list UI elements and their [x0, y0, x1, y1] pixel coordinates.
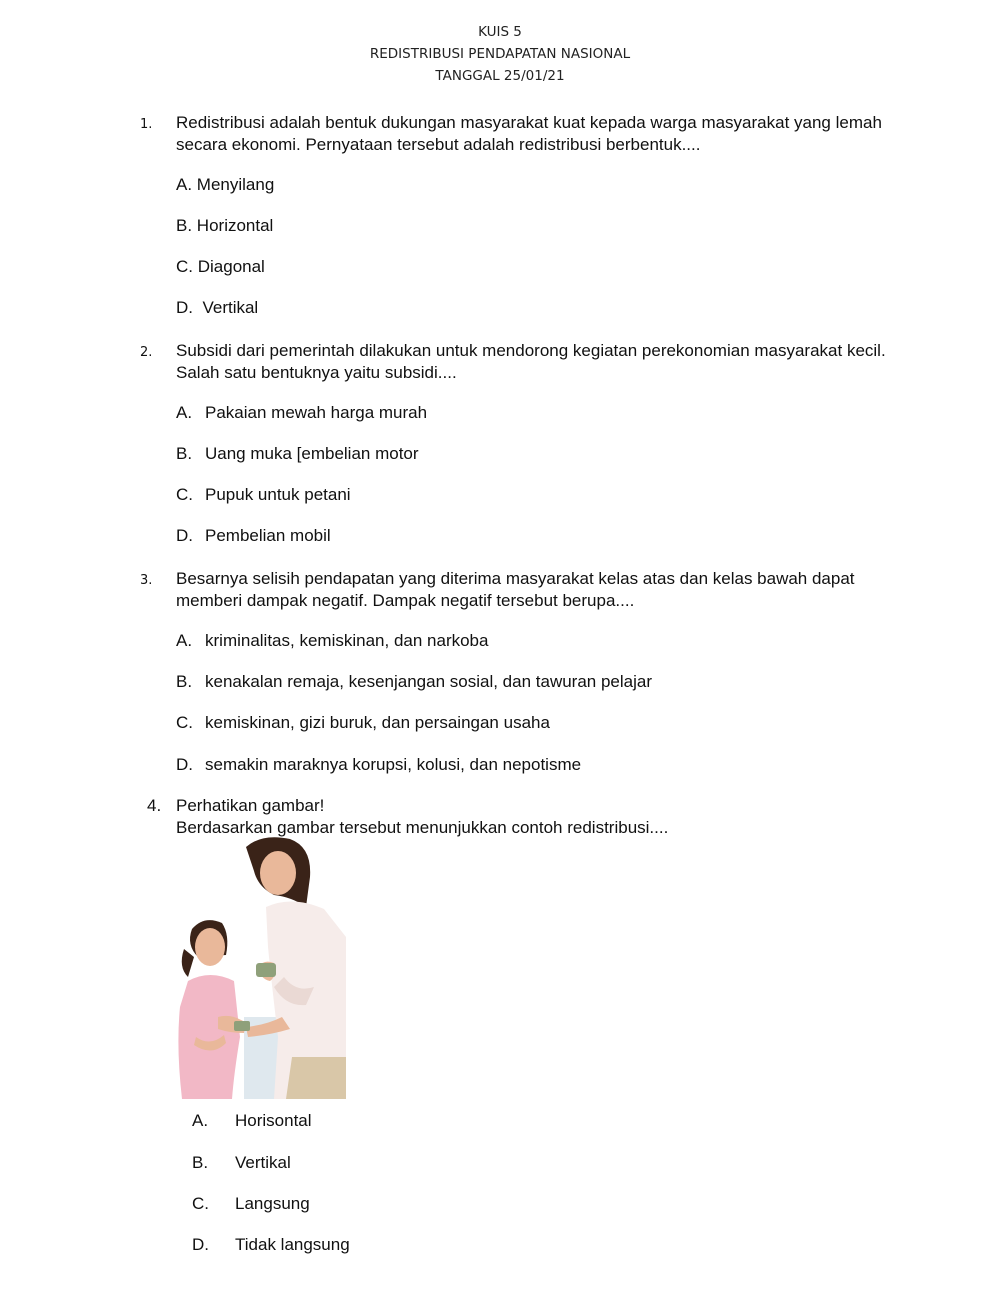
option-2a[interactable]: [176, 402, 427, 424]
option-text: Menyilang: [196, 175, 275, 194]
option-letter: B.: [176, 216, 193, 235]
option-text: Pakaian mewah harga murah: [205, 403, 428, 422]
option-3c[interactable]: [176, 712, 550, 734]
option-letter: A.: [176, 175, 193, 194]
option-text: Langsung: [235, 1194, 310, 1213]
option-letter: A.: [176, 631, 193, 650]
question-text: Berdasarkan gambar tersebut menunjukkan contoh redistribusi....: [176, 818, 669, 837]
option-text: kriminalitas, kemiskinan, dan narkoba: [205, 631, 489, 650]
option-text: Pembelian mobil: [205, 526, 331, 545]
question-number: 1.: [140, 117, 153, 132]
option-text: Vertikal: [235, 1153, 291, 1172]
option-text: Horisontal: [235, 1111, 312, 1130]
question-instruction: Perhatikan gambar!: [176, 796, 325, 815]
quiz-title: KUIS 5: [478, 24, 522, 40]
option-text: kemiskinan, gizi buruk, dan persaingan usaha: [205, 713, 550, 732]
option-letter: B.: [176, 672, 193, 691]
question-number: 3.: [140, 573, 153, 588]
option-letter: D.: [176, 526, 193, 545]
option-letter: C.: [176, 257, 193, 276]
option-1d[interactable]: [176, 297, 258, 319]
option-letter: A.: [176, 403, 193, 422]
option-3b[interactable]: [176, 671, 652, 693]
option-letter: D.: [192, 1235, 209, 1254]
option-letter: B.: [176, 444, 193, 463]
option-text: kenakalan remaja, kesenjangan sosial, dan tawuran pelajar: [205, 672, 653, 691]
option-text: Uang muka [embelian motor: [205, 444, 419, 463]
option-2b[interactable]: [176, 443, 419, 465]
question-number: 2.: [140, 345, 153, 360]
option-text: Pupuk untuk petani: [205, 485, 351, 504]
option-3a[interactable]: [176, 630, 488, 652]
option-text: semakin maraknya korupsi, kolusi, dan nepotisme: [205, 755, 582, 774]
question-number: 4.: [147, 796, 162, 815]
option-text: Vertikal: [197, 298, 259, 317]
option-letter: B.: [192, 1153, 209, 1172]
option-4c[interactable]: [192, 1193, 310, 1215]
option-2d[interactable]: [176, 525, 331, 547]
option-4b[interactable]: [192, 1152, 291, 1174]
option-letter: C.: [176, 713, 193, 732]
option-text: Tidak langsung: [235, 1235, 350, 1254]
option-4a[interactable]: [192, 1110, 312, 1132]
mother-giving-money-picture: [174, 837, 346, 1099]
quiz-subject: REDISTRIBUSI PENDAPATAN NASIONAL: [369, 46, 631, 62]
option-letter: D.: [176, 755, 193, 774]
question-text: Besarnya selisih pendapatan yang diterima masyarakat kelas atas dan kelas bawah dapat memberi dampak negatif. Dampak negatif tersebut berupa....: [176, 569, 855, 610]
option-letter: C.: [192, 1194, 209, 1213]
option-3d[interactable]: [176, 754, 581, 776]
option-text: Diagonal: [197, 257, 265, 276]
quiz-date: TANGGAL 25/01/21: [435, 68, 565, 84]
question-text: Redistribusi adalah bentuk dukungan masyarakat kuat kepada warga masyarakat yang lemah secara ekonomi. Pernyataan tersebut adalah redistribusi berbentuk....: [176, 113, 882, 154]
option-letter: D.: [176, 298, 193, 317]
option-1c[interactable]: [176, 256, 265, 278]
option-text: Horizontal: [196, 216, 274, 235]
option-letter: A.: [192, 1111, 209, 1130]
option-1b[interactable]: [176, 215, 273, 237]
option-1a[interactable]: [176, 174, 274, 196]
question-text: Subsidi dari pemerintah dilakukan untuk mendorong kegiatan perekonomian masyarakat kecil. Salah satu bentuknya yaitu subsidi....: [176, 341, 886, 382]
option-letter: C.: [176, 485, 193, 504]
option-4d[interactable]: [192, 1234, 350, 1256]
option-2c[interactable]: [176, 484, 351, 506]
